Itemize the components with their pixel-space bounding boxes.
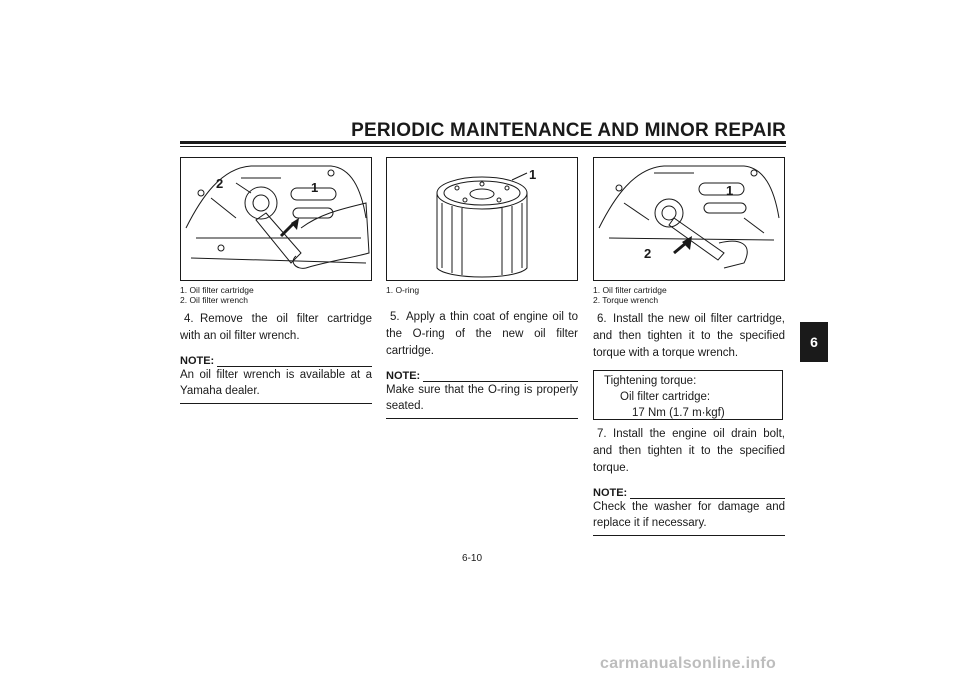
caption-line: 2. Oil filter wrench <box>180 295 249 305</box>
column-2 <box>386 157 578 419</box>
step-number: 4. <box>184 313 194 325</box>
figure-caption <box>593 285 785 305</box>
caption-line: 1. Oil filter cartridge <box>593 285 667 295</box>
torque-heading: Tightening torque: <box>604 375 697 387</box>
step-number: 6. <box>597 313 607 325</box>
step-text: Install the engine oil drain bolt, and then tighten it to the specified torque. <box>593 428 785 474</box>
step-text: Apply a thin coat of engine oil to the O-ring of the new oil filter cartridge. <box>386 311 578 357</box>
caption-line: 2. Torque wrench <box>593 295 659 305</box>
note-label: NOTE: <box>386 370 421 382</box>
oil-filter-illustration <box>387 158 577 280</box>
callout-1: 1 <box>311 180 319 195</box>
note-block <box>593 487 785 536</box>
engine-illustration <box>181 158 371 280</box>
figure-caption <box>386 285 578 295</box>
page-title: PERIODIC MAINTENANCE AND MINOR REPAIR <box>351 120 786 141</box>
caption-line: 1. Oil filter cartridge <box>180 285 254 295</box>
section-tab: 6 <box>800 322 828 362</box>
figure-caption <box>180 285 372 305</box>
step-6 <box>593 311 785 362</box>
callout-1: 1 <box>726 183 734 198</box>
step-text: Install the new oil filter cartridge, and then tighten it to the specified torque with a torque wrench. <box>593 313 785 359</box>
note-block <box>180 355 372 404</box>
step-text: Remove the oil filter cartridge with an oil filter wrench. <box>180 313 372 342</box>
note-text: An oil filter wrench is available at a Yamaha dealer. <box>180 367 372 404</box>
note-block <box>386 370 578 419</box>
note-text: Check the washer for damage and replace it if necessary. <box>593 499 785 536</box>
note-label: NOTE: <box>180 355 215 367</box>
engine-torque-illustration <box>594 158 784 280</box>
callout-2: 2 <box>644 246 652 261</box>
callout-2: 2 <box>216 176 224 191</box>
torque-spec-box <box>593 370 783 420</box>
title-rule <box>180 141 786 144</box>
note-label: NOTE: <box>593 487 628 499</box>
title-rule-thin <box>180 146 786 147</box>
figure-o-ring <box>386 157 578 281</box>
step-4 <box>180 311 372 345</box>
callout-1: 1 <box>529 167 537 182</box>
torque-value: 17 Nm (1.7 m·kgf) <box>632 407 725 419</box>
step-5 <box>386 309 578 360</box>
step-7 <box>593 426 785 477</box>
page-number: 6-10 <box>462 553 483 564</box>
column-3 <box>593 157 785 536</box>
figure-torque-wrench <box>593 157 785 281</box>
caption-line: 1. O-ring <box>386 285 420 295</box>
step-number: 5. <box>390 311 400 323</box>
note-text: Make sure that the O-ring is properly seated. <box>386 382 578 419</box>
step-number: 7. <box>597 428 607 440</box>
torque-item: Oil filter cartridge: <box>620 391 711 403</box>
watermark: carmanualsonline.info <box>600 655 777 672</box>
column-1 <box>180 157 372 404</box>
figure-oil-filter-removal <box>180 157 372 281</box>
